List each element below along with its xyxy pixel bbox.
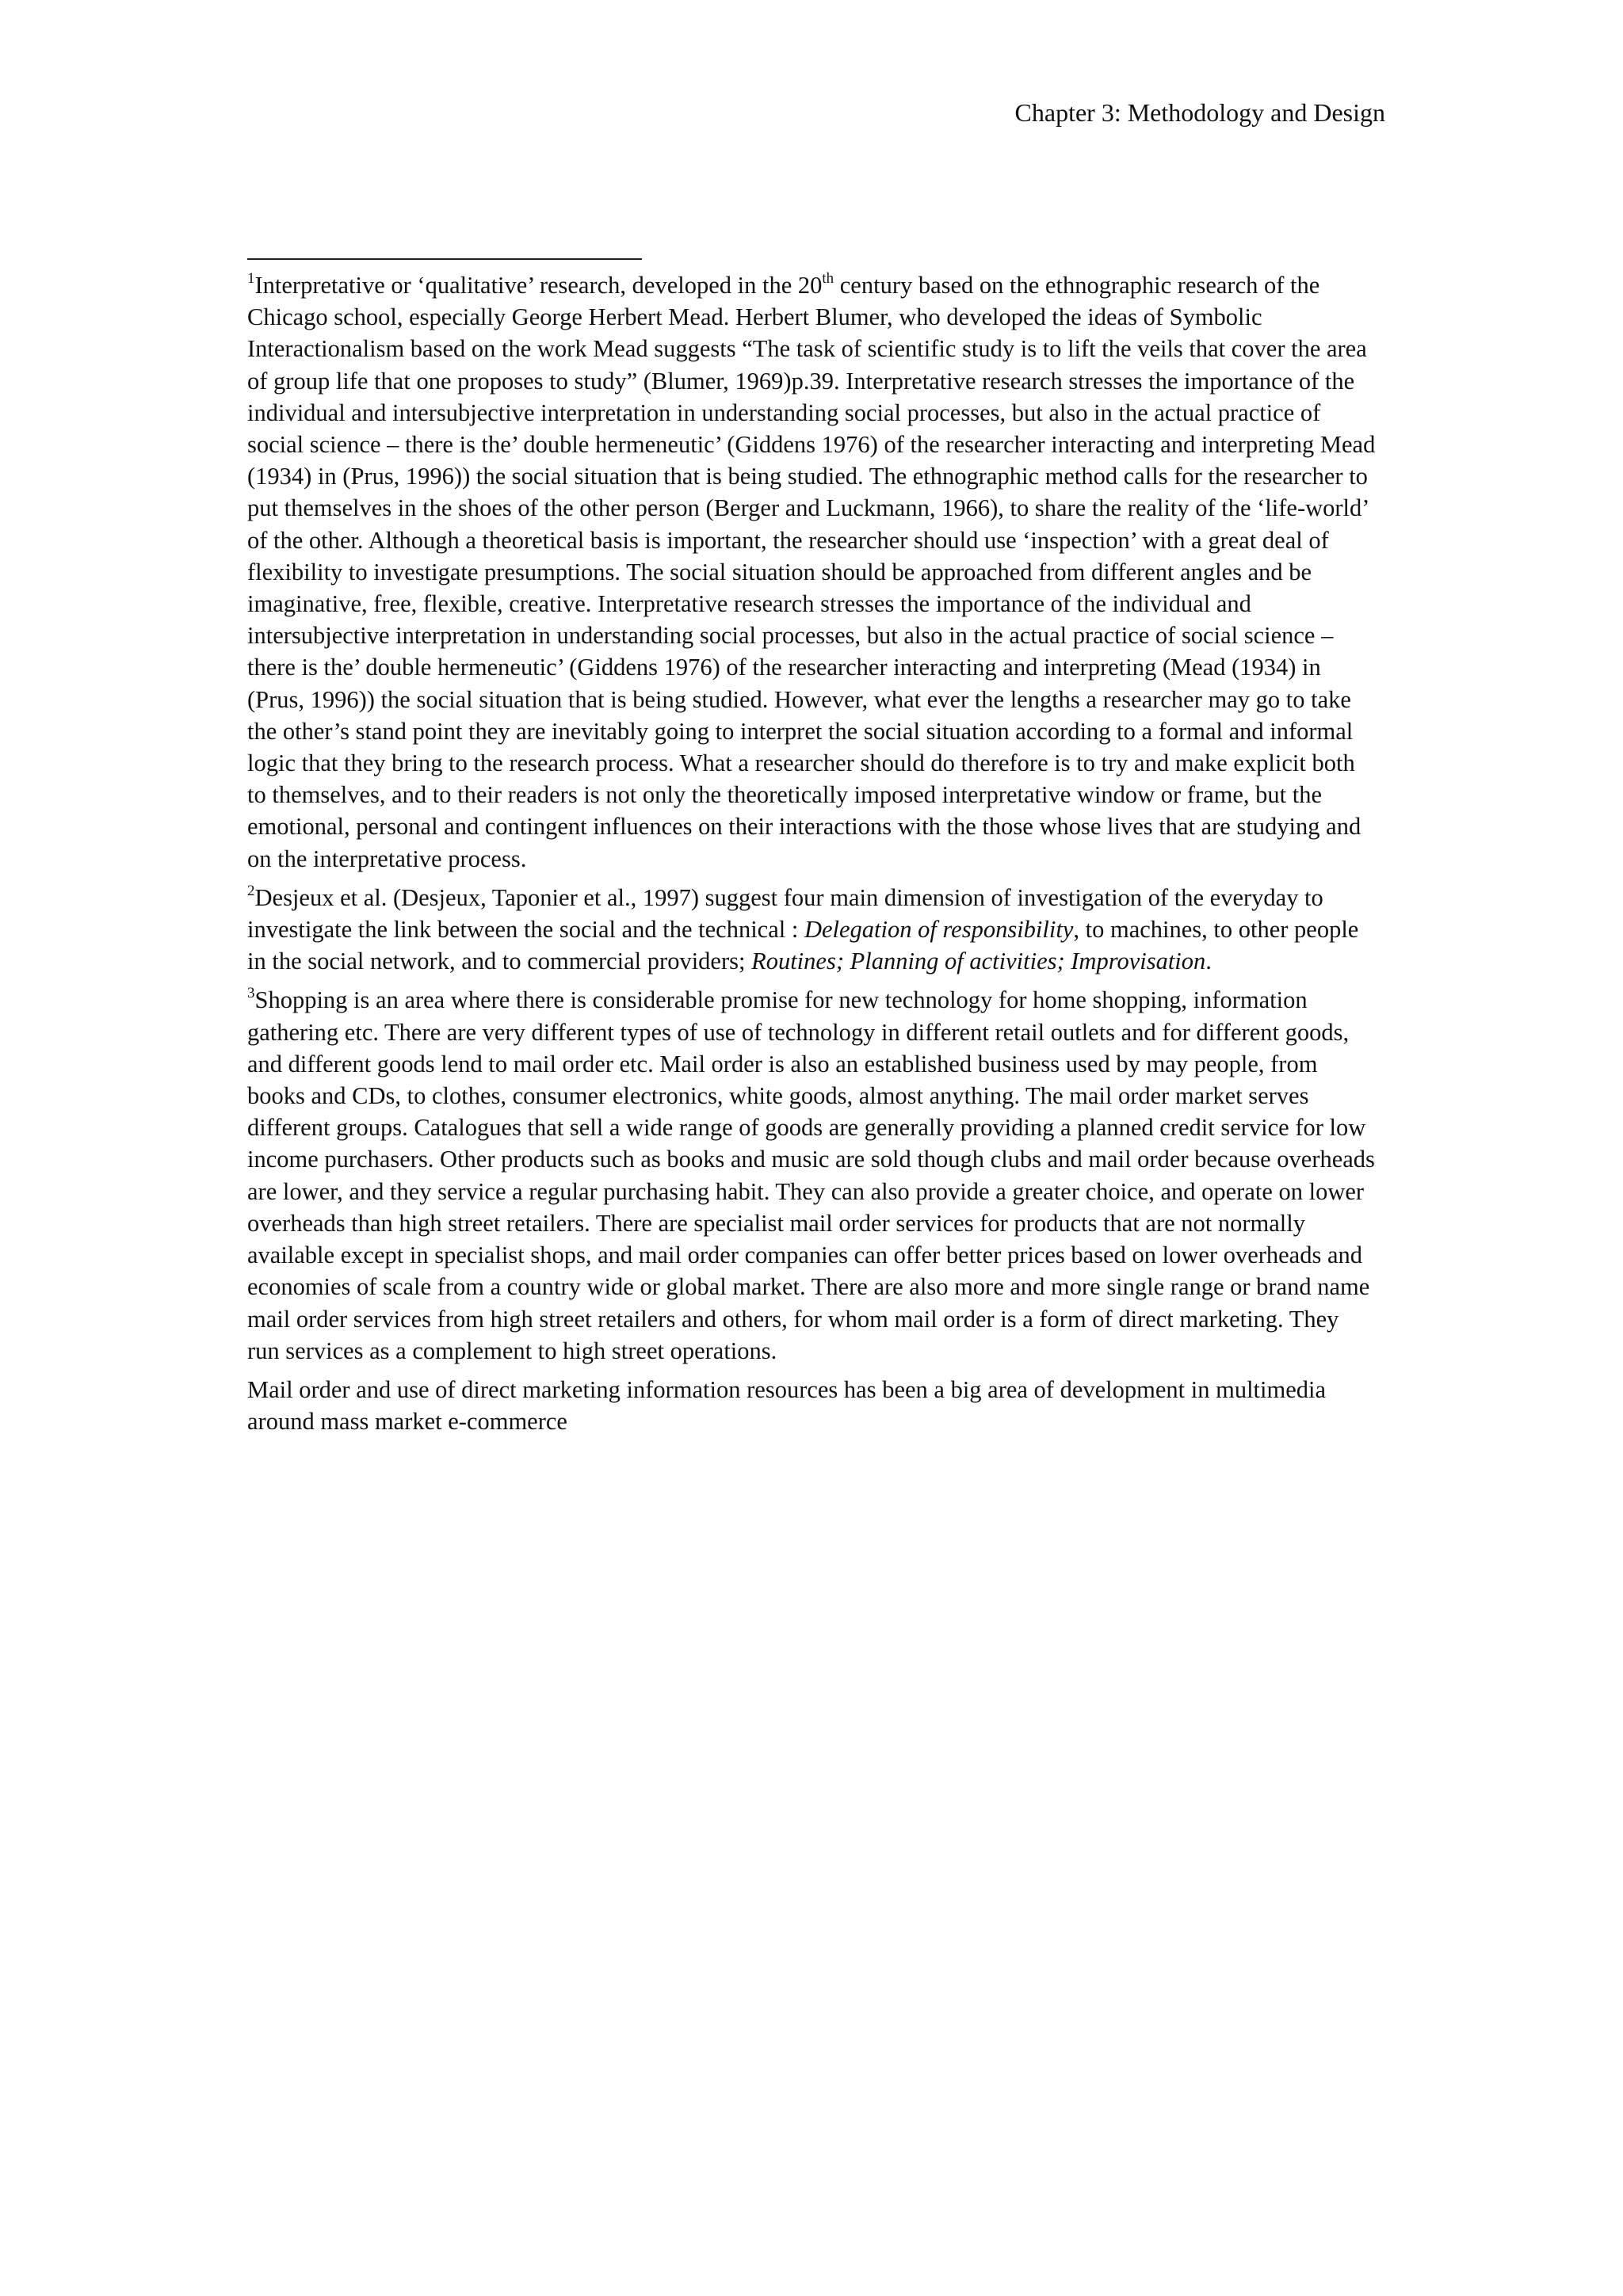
footnote-2-italic-b: Routines; Planning of activities; Improvisation xyxy=(751,948,1206,975)
footnote-2-marker: 2 xyxy=(247,882,255,899)
footnote-1-text-b: century based on the ethnographic research of the Chicago school, especially George Herbert Mead. Herbert Blumer, who developed the ideas of Symbolic Interactionalism based on the work Mead suggests “The task of scientific study is to lift the veils that cover the area of group life that one proposes to study” (Blumer, 1969)p.39. Interpretative research stresses the importance of the individual and intersubjective interpretation in understanding social processes, but also in the actual practice of social science – there is the’ double hermeneutic’ (Giddens 1976) of the researcher interacting and interpreting Mead (1934) in (Prus, 1996)) the social situation that is being studied. The ethnographic method calls for the researcher to put themselves in the shoes of the other person (Berger and Luckmann, 1966), to share the reality of the ‘life-world’ of the other. Although a theoretical basis is important, the researcher should use ‘inspection’ with a great deal of flexibility to investigate presumptions. The social situation should be approached from different angles and be imaginative, free, flexible, creative. Interpretative research stresses the importance of the individual and intersubjective interpretation in understanding social processes, but also in the actual practice of social science – there is the’ double hermeneutic’ (Giddens 1976) of the researcher interacting and interpreting (Mead (1934) in (Prus, 1996)) the social situation that is being studied. However, what ever the lengths a researcher may go to take the other’s stand point they are inevitably going to interpret the social situation according to a formal and informal logic that they bring to the research process. What a researcher should do therefore is to try and make explicit both to themselves, and to their readers is not only the theoretically imposed interpretative window or frame, but the emotional, personal and contingent influences on their interactions with the those whose lives that are studying and on the interpretative process. xyxy=(247,272,1376,872)
footnote-2-text-b: , to machines, to other people in the social network, and to commercial providers; xyxy=(247,916,1359,975)
footnote-3-text: Shopping is an area where there is considerable promise for new technology for home shopping, information gathering etc. There are very different types of use of technology in different retail outlets and for different goods, and different goods lend to mail order etc. Mail order is also an established business used by may people, from books and CDs, to clothes, consumer electronics, white goods, almost anything. The mail order market serves different groups. Catalogues that sell a wide range of goods are generally providing a planned credit service for low income purchasers. Other products such as books and music are sold though clubs and mail order because overheads are lower, and they service a regular purchasing habit. They can also provide a greater choice, and operate on lower overheads than high street retailers. There are specialist mail order services for products that are not normally available except in specialist shops, and mail order companies can offer better prices based on lower overheads and economies of scale from a country wide or global market. There are also more and more single range or brand name mail order services from high street retailers and others, for whom mail order is a form of direct marketing. They run services as a complement to high street operations. xyxy=(247,986,1375,1364)
footnote-1-text-a: Interpretative or ‘qualitative’ research, developed in the 20 xyxy=(254,272,823,299)
footnote-3 xyxy=(247,984,1376,1366)
footnote-2-text-c: . xyxy=(1205,948,1212,975)
footnotes-section xyxy=(247,269,1376,1444)
footnote-2-text-a: Desjeux et al. (Desjeux, Taponier et al., 1997) suggest four main dimension of investigation of the everyday to investigate the link between the social and the technical : xyxy=(247,883,1323,944)
footnote-1 xyxy=(247,269,1376,875)
footnote-separator xyxy=(247,258,642,260)
footnote-1-marker: 1 xyxy=(247,270,255,287)
footnote-3-continuation: Mail order and use of direct marketing information resources has been a big area of development in multimedia around mass market e-commerce xyxy=(247,1375,1327,1436)
footnote-3-marker: 3 xyxy=(247,985,255,1002)
footnote-2 xyxy=(247,882,1376,978)
footnote-2-italic-a: Delegation of responsibility xyxy=(804,916,1074,944)
running-header: Chapter 3: Methodology and Design xyxy=(1014,98,1385,127)
footnote-1-superscript: th xyxy=(822,270,834,287)
